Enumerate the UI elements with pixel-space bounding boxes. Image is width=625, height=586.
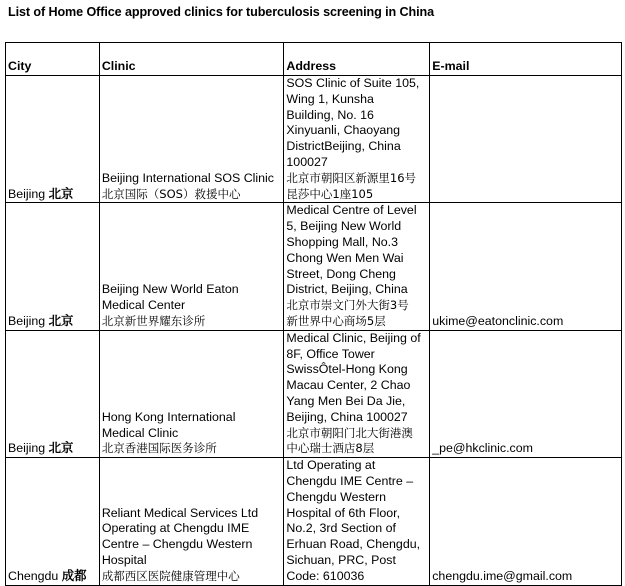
email-link[interactable]: chengdu.ime@gmail.com xyxy=(432,568,573,583)
address-line-zh: 北京市朝阳门北大街港澳 xyxy=(286,425,413,440)
table-row xyxy=(6,76,622,203)
clinic-name-zh: 成都西区医院健康管理中心 xyxy=(101,568,240,583)
header-row xyxy=(6,43,622,76)
address-line: 5, Beijing New World xyxy=(286,219,402,234)
address-line: Building, No. 16 xyxy=(286,107,374,122)
clinic-name-line: Centre – Chengdu Western xyxy=(101,537,253,552)
city-cell xyxy=(6,76,100,203)
clinic-cell xyxy=(99,330,284,457)
address-line: Macau Center, 2 Chao xyxy=(286,378,411,393)
address-line: Hospital of 6th Floor, xyxy=(286,505,401,520)
address-line: District, Beijing, China xyxy=(286,282,408,297)
city-name-en: Beijing xyxy=(8,441,49,456)
clinic-name-line: Operating at Chengdu IME xyxy=(101,521,250,536)
address-line: Wing 1, Kunsha xyxy=(286,91,374,106)
email-cell xyxy=(430,76,622,203)
address-line: No.2, 3rd Section of xyxy=(286,521,396,536)
email-link[interactable]: ukime@eatonclinic.com xyxy=(432,313,564,328)
clinic-name-line: Hong Kong International xyxy=(101,409,236,424)
address-cell xyxy=(284,458,430,585)
address-cell xyxy=(284,76,430,203)
city-name-zh: 北京 xyxy=(48,312,74,328)
clinic-cell xyxy=(99,203,284,330)
address-cell xyxy=(284,203,430,330)
address-line: Medical Clinic, Beijing of xyxy=(286,330,421,345)
address-line: SOS Clinic of Suite 105, xyxy=(286,76,420,90)
address-line: Sichuan, PRC, Post xyxy=(286,552,396,567)
clinic-name-line: Medical Clinic xyxy=(101,425,179,440)
city-cell xyxy=(6,330,100,457)
address-line-zh: 新世界中心商场5层 xyxy=(286,313,386,328)
clinic-cell xyxy=(99,458,284,585)
clinic-name-line: Hospital xyxy=(101,552,147,567)
document-title: List of Home Office approved clinics for tuberculosis screening in China xyxy=(8,5,434,19)
address-line: Shopping Mall, No.3 xyxy=(286,234,398,249)
address-line: Chong Wen Men Wai xyxy=(286,250,404,265)
city-name-en: Chengdu xyxy=(8,568,62,583)
address-line: Erhuan Road, Chengdu, xyxy=(286,537,421,552)
address-cell xyxy=(284,330,430,457)
address-line: Medical Centre of Level xyxy=(286,203,417,218)
address-line: Xinyuanli, Chaoyang xyxy=(286,123,401,138)
table-row xyxy=(6,330,622,457)
address-line-zh: 昆莎中心1座105 xyxy=(286,186,374,201)
header-email: E-mail xyxy=(430,43,622,76)
address-line: Code: 610036 xyxy=(286,568,365,583)
city-name-zh: 北京 xyxy=(48,440,74,456)
address-line: 8F, Office Tower xyxy=(286,346,375,361)
clinics-table xyxy=(5,42,622,586)
city-name-en: Beijing xyxy=(8,313,49,328)
email-cell xyxy=(430,203,622,330)
table-row xyxy=(6,203,622,330)
address-line: Ltd Operating at xyxy=(286,458,376,473)
clinic-name-line: Beijing New World Eaton xyxy=(101,282,239,297)
city-cell xyxy=(6,203,100,330)
clinic-name-zh: 北京新世界耀东诊所 xyxy=(101,313,206,328)
clinic-cell xyxy=(99,76,284,203)
header-city: City xyxy=(6,43,100,76)
address-line: SwissÔtel-Hong Kong xyxy=(286,362,408,377)
clinic-name-line: Beijing International SOS Clinic xyxy=(101,170,274,185)
address-line-zh: 中心瑞士酒店8层 xyxy=(286,441,375,456)
address-line: Street, Dong Cheng xyxy=(286,266,396,281)
address-line: Chengdu Western xyxy=(286,489,387,504)
email-link[interactable]: _pe@hkclinic.com xyxy=(432,441,533,456)
address-line: Yang Men Bei Da Jie, xyxy=(286,393,406,408)
address-line-zh: 北京市崇文门外大街3号 xyxy=(286,298,409,313)
clinic-name-line: Medical Center xyxy=(101,298,186,313)
address-line: Chengdu IME Centre – xyxy=(286,473,414,488)
header-address: Address xyxy=(284,43,430,76)
header-clinic: Clinic xyxy=(99,43,284,76)
clinic-name-line: Reliant Medical Services Ltd xyxy=(101,505,259,520)
address-line: 100027 xyxy=(286,154,328,169)
city-name-en: Beijing xyxy=(8,186,49,201)
address-line: Beijing, China 100027 xyxy=(286,409,408,424)
city-cell xyxy=(6,458,100,585)
city-name-zh: 成都 xyxy=(61,567,87,583)
city-name-zh: 北京 xyxy=(48,185,74,201)
clinic-name-zh: 北京国际（SOS）救援中心 xyxy=(101,186,241,201)
email-cell xyxy=(430,330,622,457)
table-row xyxy=(6,458,622,585)
clinic-name-zh: 北京香港国际医务诊所 xyxy=(101,441,217,456)
email-cell xyxy=(430,458,622,585)
address-line-zh: 北京市朝阳区新源里16号 xyxy=(286,170,417,185)
address-line: DistrictBeijing, China xyxy=(286,139,401,154)
